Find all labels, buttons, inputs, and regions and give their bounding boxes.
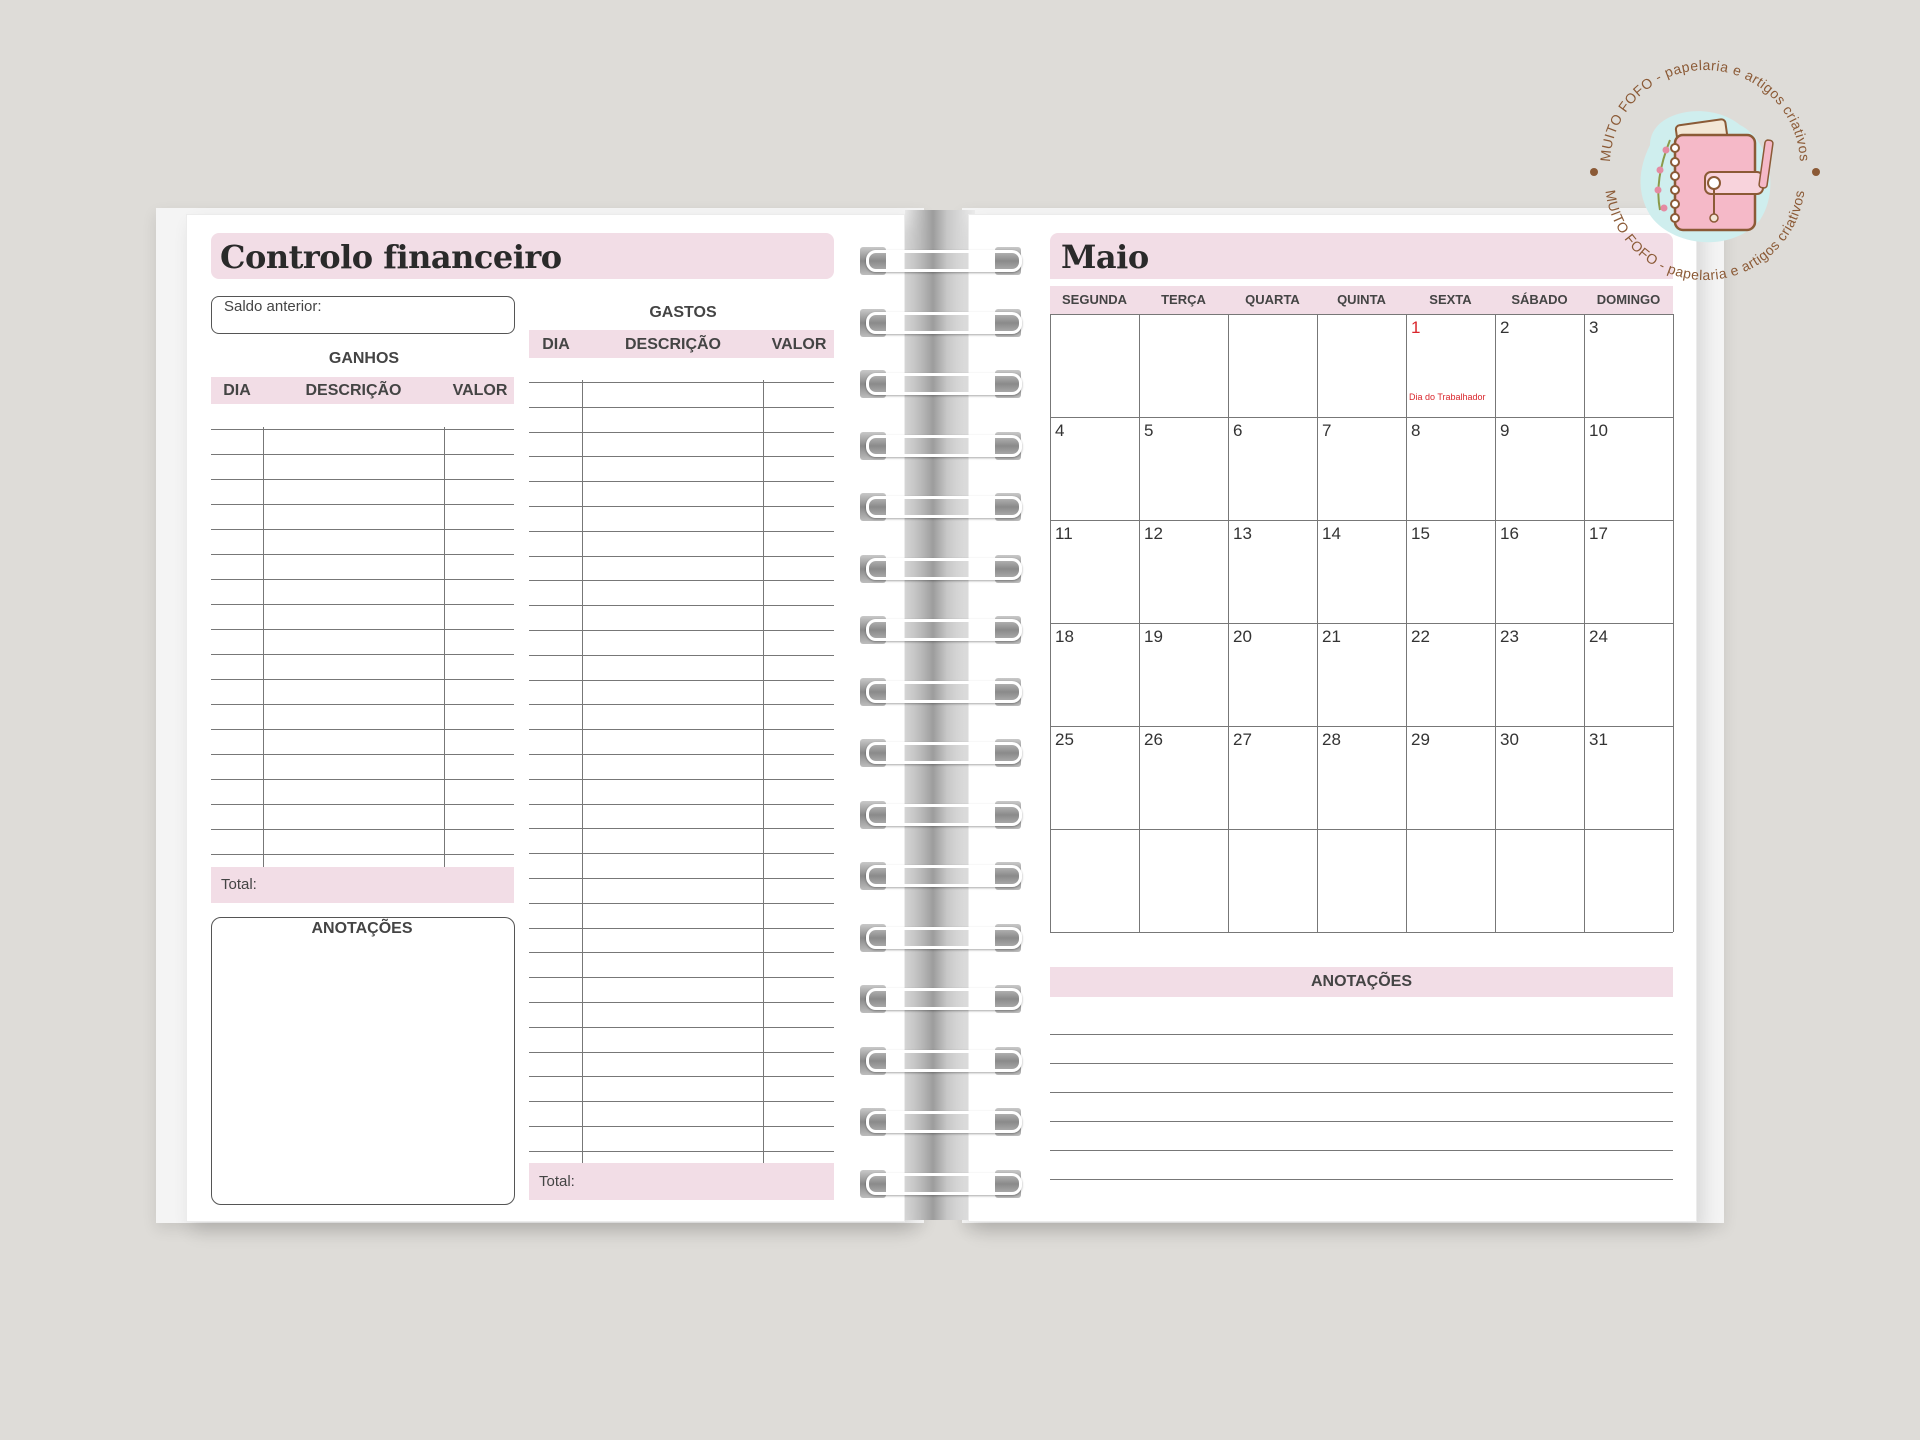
calendar-day-number[interactable]: 10 — [1589, 421, 1608, 440]
calendar-day-number[interactable]: 26 — [1144, 730, 1163, 749]
month-title: Maio — [1061, 238, 1149, 276]
spiral-ring — [866, 250, 1022, 272]
spiral-ring — [866, 742, 1022, 764]
ledger-row-line — [529, 432, 834, 433]
ledger-row-line — [211, 704, 514, 705]
spiral-ring — [866, 927, 1022, 949]
ledger-row-line — [529, 1052, 834, 1053]
ledger-column-line — [582, 380, 583, 1176]
ledger-row-line — [211, 654, 514, 655]
ledger-row-line — [211, 504, 514, 505]
calendar-row-line — [1050, 520, 1673, 521]
calendar-day-number[interactable]: 16 — [1500, 524, 1519, 543]
ledger-row-line — [529, 556, 834, 557]
calendar-day-number[interactable]: 27 — [1233, 730, 1252, 749]
calendar-day-number[interactable]: 12 — [1144, 524, 1163, 543]
calendar-day-number[interactable]: 2 — [1500, 318, 1510, 337]
ledger-row-line — [529, 506, 834, 507]
ledger-row-line — [529, 1126, 834, 1127]
ledger-row-line — [529, 828, 834, 829]
calendar-day-number[interactable]: 11 — [1055, 524, 1073, 543]
calendar-day-number[interactable]: 6 — [1233, 421, 1243, 440]
ledger-row-line — [211, 429, 514, 430]
spiral-ring — [866, 1173, 1022, 1195]
ledger-row-line — [529, 754, 834, 755]
spiral-ring — [866, 988, 1022, 1010]
weekday-label: SEGUNDA — [1061, 292, 1127, 307]
calendar-day-number[interactable]: 20 — [1233, 627, 1252, 646]
calendar-day-number[interactable]: 4 — [1055, 421, 1065, 440]
svg-text:MUITO FOFO - papelaria e artig: MUITO FOFO - papelaria e artigos criativos — [1596, 56, 1813, 163]
ledger-row-line — [211, 854, 514, 855]
ledger-row-line — [529, 903, 834, 904]
ledger-row-line — [529, 878, 834, 879]
ledger-row-line — [211, 679, 514, 680]
svg-text:MUITO FOFO - papelaria e artig: MUITO FOFO - papelaria e artigos criativos — [1602, 188, 1808, 284]
ledger-row-line — [211, 754, 514, 755]
calendar-day-number[interactable]: 29 — [1411, 730, 1430, 749]
weekday-label: TERÇA — [1161, 292, 1206, 307]
gastos-col-descricao: DESCRIÇÃO — [624, 336, 721, 353]
ledger-row-line — [211, 529, 514, 530]
weekday-label: SEXTA — [1429, 292, 1472, 307]
holiday-label: Dia do Trabalhador — [1409, 392, 1486, 402]
ledger-row-line — [529, 853, 834, 854]
ledger-row-line — [211, 604, 514, 605]
spiral-ring — [866, 496, 1022, 518]
calendar-day-number[interactable]: 24 — [1589, 627, 1608, 646]
calendar-day-number[interactable]: 21 — [1322, 627, 1341, 646]
calendar-day-number[interactable]: 1 — [1411, 318, 1421, 337]
ledger-row-line — [211, 454, 514, 455]
ledger-row-line — [529, 382, 834, 383]
calendar-day-number[interactable]: 28 — [1322, 730, 1341, 749]
calendar-day-number[interactable]: 18 — [1055, 627, 1074, 646]
calendar-day-number[interactable]: 23 — [1500, 627, 1519, 646]
ledger-row-line — [529, 928, 834, 929]
spiral-ring — [866, 558, 1022, 580]
spiral-ring — [866, 373, 1022, 395]
ganhos-heading: GANHOS — [328, 350, 400, 367]
ledger-column-line — [263, 427, 264, 879]
ledger-row-line — [529, 704, 834, 705]
left-notes-heading: ANOTAÇÕES — [311, 920, 413, 937]
left-notes-box[interactable] — [211, 917, 515, 1205]
calendar-day-number[interactable]: 22 — [1411, 627, 1430, 646]
calendar-column-line — [1317, 314, 1318, 932]
calendar-day-number[interactable]: 7 — [1322, 421, 1332, 440]
ledger-row-line — [529, 655, 834, 656]
ledger-row-line — [529, 605, 834, 606]
calendar-row-line — [1050, 726, 1673, 727]
calendar-day-number[interactable]: 8 — [1411, 421, 1421, 440]
ganhos-col-descricao: DESCRIÇÃO — [305, 382, 402, 399]
notes-line — [1050, 1063, 1673, 1064]
calendar-day-number[interactable]: 9 — [1500, 421, 1510, 440]
calendar-day-number[interactable]: 5 — [1144, 421, 1154, 440]
gastos-heading: GASTOS — [649, 304, 717, 321]
calendar-day-number[interactable]: 17 — [1589, 524, 1608, 543]
calendar-day-number[interactable]: 25 — [1055, 730, 1074, 749]
weekday-label: QUINTA — [1337, 292, 1386, 307]
right-page — [968, 214, 1697, 1222]
ledger-row-line — [529, 531, 834, 532]
saldo-anterior-label: Saldo anterior: — [224, 298, 322, 315]
planner-notebook-icon — [1580, 40, 1830, 290]
gastos-total-label: Total: — [539, 1173, 575, 1190]
gastos-col-dia: DIA — [542, 336, 570, 353]
ledger-row-line — [529, 456, 834, 457]
ledger-row-line — [529, 1027, 834, 1028]
calendar-day-number[interactable]: 30 — [1500, 730, 1519, 749]
ledger-row-line — [529, 977, 834, 978]
ledger-row-line — [211, 629, 514, 630]
ledger-row-line — [211, 804, 514, 805]
ledger-row-line — [529, 952, 834, 953]
spiral-ring — [866, 619, 1022, 641]
ledger-row-line — [529, 680, 834, 681]
calendar-row-line — [1050, 417, 1673, 418]
calendar-day-number[interactable]: 13 — [1233, 524, 1252, 543]
ledger-column-line — [444, 427, 445, 879]
ledger-row-line — [211, 579, 514, 580]
spiral-ring — [866, 1111, 1022, 1133]
ganhos-total-label: Total: — [221, 876, 257, 893]
weekday-label: SÁBADO — [1511, 292, 1568, 307]
ledger-row-line — [529, 481, 834, 482]
calendar-day-number[interactable]: 19 — [1144, 627, 1163, 646]
calendar-day-number[interactable]: 31 — [1589, 730, 1608, 749]
ledger-row-line — [211, 729, 514, 730]
ledger-column-line — [763, 380, 764, 1176]
calendar-column-line — [1050, 314, 1051, 932]
notes-line — [1050, 1150, 1673, 1151]
ledger-row-line — [211, 779, 514, 780]
calendar-row-line — [1050, 314, 1673, 315]
ledger-row-line — [211, 554, 514, 555]
notes-line — [1050, 1092, 1673, 1093]
notes-line — [1050, 1121, 1673, 1122]
calendar-row-line — [1050, 932, 1673, 933]
ledger-row-line — [211, 479, 514, 480]
calendar-day-number[interactable]: 15 — [1411, 524, 1430, 543]
page-title: Controlo financeiro — [220, 238, 562, 276]
weekday-label: DOMINGO — [1596, 292, 1661, 307]
calendar-day-number[interactable]: 3 — [1589, 318, 1599, 337]
ganhos-col-dia: DIA — [223, 382, 251, 399]
ledger-row-line — [529, 804, 834, 805]
spiral-ring — [866, 1050, 1022, 1072]
ledger-row-line — [529, 1101, 834, 1102]
ledger-row-line — [529, 580, 834, 581]
watermark-logo — [1580, 40, 1830, 290]
ledger-row-line — [529, 407, 834, 408]
gastos-col-valor: VALOR — [771, 336, 827, 353]
weekday-label: QUARTA — [1245, 292, 1300, 307]
ledger-row-line — [211, 829, 514, 830]
spiral-ring — [866, 312, 1022, 334]
calendar-column-line — [1139, 314, 1140, 932]
calendar-row-line — [1050, 829, 1673, 830]
spiral-ring — [866, 435, 1022, 457]
ganhos-col-valor: VALOR — [452, 382, 508, 399]
spiral-ring — [866, 804, 1022, 826]
calendar-column-line — [1495, 314, 1496, 932]
ledger-row-line — [529, 1076, 834, 1077]
calendar-row-line — [1050, 623, 1673, 624]
spiral-ring — [866, 865, 1022, 887]
calendar-column-line — [1673, 314, 1674, 932]
calendar-column-line — [1584, 314, 1585, 932]
spiral-ring — [866, 681, 1022, 703]
ledger-row-line — [529, 630, 834, 631]
notes-line — [1050, 1179, 1673, 1180]
ledger-row-line — [529, 1002, 834, 1003]
ledger-row-line — [529, 1151, 834, 1152]
ledger-row-line — [529, 779, 834, 780]
calendar-column-line — [1406, 314, 1407, 932]
right-notes-heading: ANOTAÇÕES — [1310, 973, 1413, 990]
ledger-row-line — [529, 729, 834, 730]
calendar-day-number[interactable]: 14 — [1322, 524, 1341, 543]
notes-line — [1050, 1034, 1673, 1035]
calendar-column-line — [1228, 314, 1229, 932]
